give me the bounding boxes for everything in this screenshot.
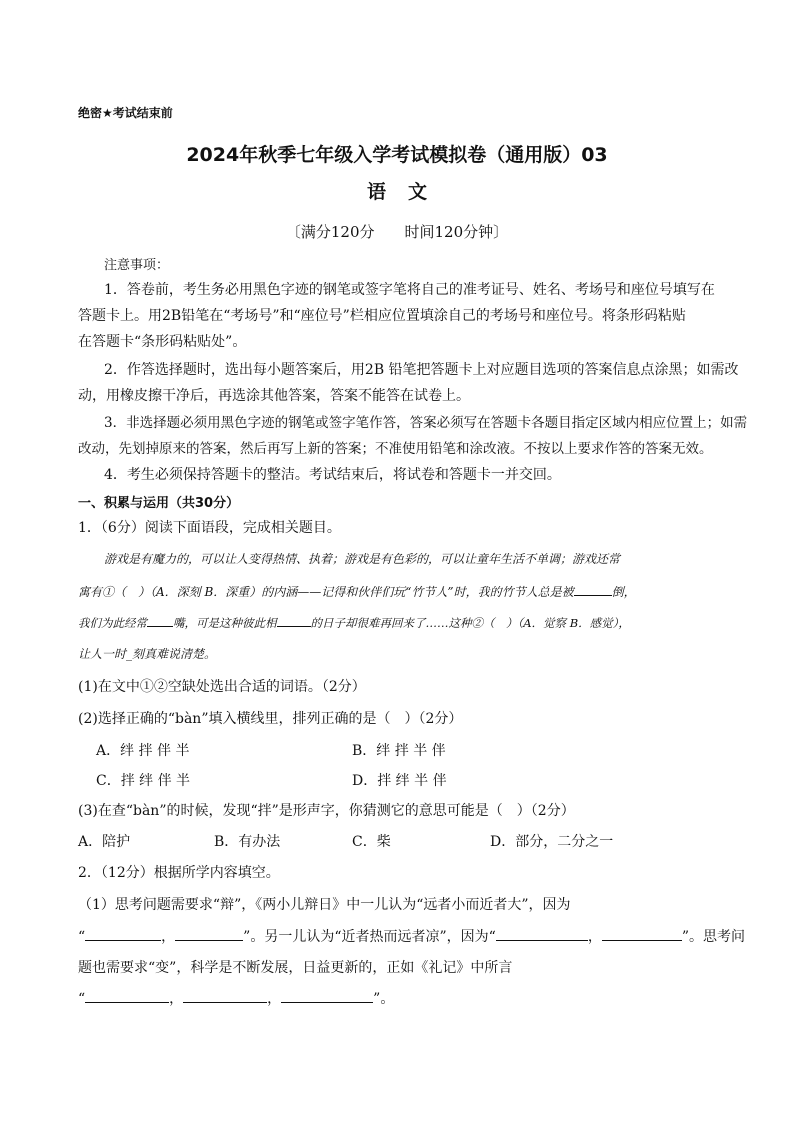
passage-line	[78, 583, 636, 600]
passage-text: 倒，	[611, 585, 636, 599]
passage-text: 寓有①（ ）（A．深刻 B．深重）的内涵——记得和伙伴们玩“竹节人”时，我的竹节人总是被	[78, 585, 574, 599]
option-b[interactable]: B．有办法	[214, 834, 281, 850]
question-1-stem: 1．（6分）阅读下面语段，完成相关题目。	[78, 520, 341, 536]
notice-line: 2．作答选择题时，选出每小题答案后，用2B 铅笔把答题卡上对应题目选项的答案信息点涂黑；如需改	[104, 362, 739, 378]
question-2-line	[78, 926, 745, 946]
question-1-sub2: (2)选择正确的“bàn”填入横线里，排列正确的是（ ）（2分）	[78, 711, 463, 727]
question-2-line: 题也需要求“变”，科学是不断发展，日益更新的，正如《礼记》中所言	[78, 960, 513, 976]
notice-line: 答题卡上。用2B铅笔在“考场号”和“座位号”栏相应位置填涂自己的考场号和座位号。将条形码粘贴	[78, 308, 686, 324]
notice-line: 3．非选择题必须用黑色字迹的钢笔或签字笔作答，答案必须写在答题卡各题目指定区域内相应位置上；如需	[104, 415, 748, 431]
comma: ，	[169, 991, 184, 1007]
notice-line: 4．考生必须保持答题卡的整洁。考试结束后，将试卷和答题卡一并交回。	[104, 467, 561, 483]
option-a[interactable]: A．绊 拌 伴 半	[96, 743, 190, 759]
quote-mark: ”。	[373, 991, 395, 1007]
passage-line	[78, 614, 630, 631]
comma: ，	[267, 991, 282, 1007]
subject-title: 语文	[366, 181, 449, 203]
fill-blank[interactable]	[85, 990, 169, 1003]
option-c[interactable]: C．拌 绊 伴 半	[96, 773, 191, 789]
confidential-label: 绝密★考试结束前	[78, 106, 173, 120]
option-a[interactable]: A．陪护	[78, 834, 131, 850]
passage-text: 嘴，可是这种彼此相	[173, 616, 277, 630]
fill-blank[interactable]	[183, 990, 267, 1003]
comma: ，	[587, 929, 602, 945]
quote-mark: “	[78, 991, 86, 1007]
full-score: 〔满分120分	[285, 223, 375, 241]
question-2-line: （1）思考问题需要求“辩”，《两小儿辩日》中一儿认为“远者小而近者大”，因为	[78, 897, 571, 913]
option-d[interactable]: D．部分，二分之一	[490, 834, 614, 850]
fill-blank[interactable]	[85, 928, 161, 941]
option-d[interactable]: D．拌 绊 半 伴	[352, 773, 447, 789]
question-2-line	[78, 988, 394, 1008]
fill-blank[interactable]	[496, 928, 588, 941]
notice-line: 在答题卡“条形码粘贴处”。	[78, 334, 247, 350]
notice-line: 改动，先划掉原来的答案，然后再写上新的答案；不准使用铅笔和涂改液。不按以上要求作答的答案无效。	[78, 441, 713, 457]
quote-mark: “	[78, 929, 86, 945]
passage-text: 我们为此经常	[78, 616, 147, 630]
question-1-sub1: (1)在文中①②空缺处选出合适的词语。（2分）	[78, 679, 366, 695]
comma: ，	[161, 929, 176, 945]
question-1-sub3: (3)在查“bàn”的时候，发现“拌”是形声字，你猜测它的意思可能是（ ）（2分）	[78, 803, 575, 819]
passage-text: ”。思考问	[681, 929, 745, 945]
exam-title: 2024年秋季七年级入学考试模拟卷（通用版）03	[186, 144, 608, 166]
fill-blank[interactable]	[574, 583, 612, 596]
notice-line: 动，用橡皮擦干净后，再选涂其他答案，答案不能答在试卷上。	[78, 388, 470, 404]
score-time	[0, 221, 794, 242]
notice-heading: 注意事项：	[104, 258, 170, 273]
fill-blank[interactable]	[147, 614, 173, 627]
notice-line: 1．答卷前，考生务必用黑色字迹的钢笔或签字笔将自己的准考证号、姓名、考场号和座位号填写在	[104, 282, 715, 298]
option-b[interactable]: B．绊 拌 半 伴	[352, 743, 446, 759]
time-limit: 时间120分钟〕	[404, 223, 509, 241]
fill-blank[interactable]	[175, 928, 243, 941]
passage-text: ”。另一儿认为“近者热而远者凉”，因为“	[243, 929, 496, 945]
passage-line: 让人一时_刻真难说清楚。	[78, 647, 217, 661]
option-c[interactable]: C．柴	[352, 834, 391, 850]
question-2-stem: 2．（12分）根据所学内容填空。	[78, 865, 280, 881]
passage-text: 的日子却很难再回来了……这种②（ ）（A．觉察 B．感觉），	[310, 616, 630, 630]
fill-blank[interactable]	[277, 614, 311, 627]
fill-blank[interactable]	[281, 990, 373, 1003]
fill-blank[interactable]	[602, 928, 682, 941]
section-heading: 一、积累与运用（共30分）	[78, 496, 240, 511]
passage-line: 游戏是有魔力的，可以让人变得热情、执着；游戏是有色彩的，可以让童年生活不单调；游戏还常	[104, 552, 621, 566]
